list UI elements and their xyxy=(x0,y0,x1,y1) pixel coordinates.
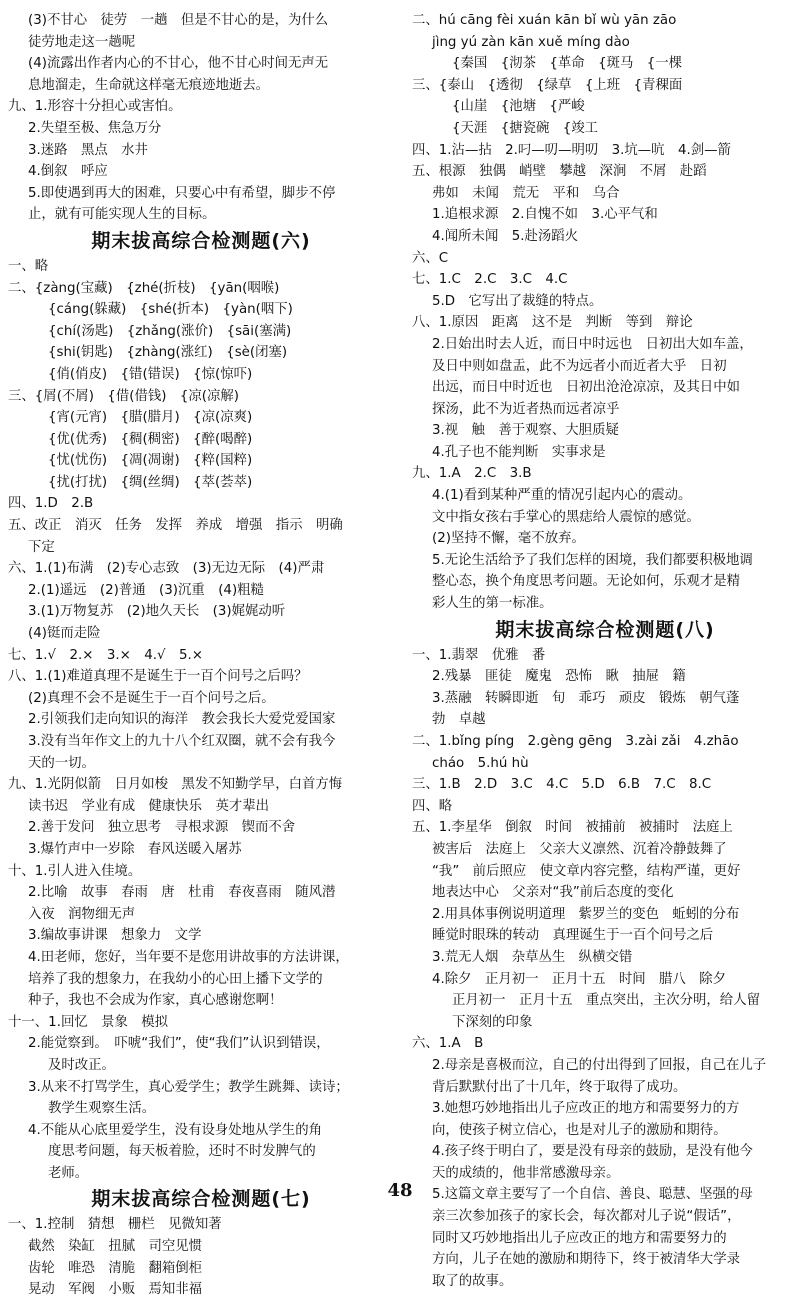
answer-line: 整心态，换个角度思考问题。无论如何，乐观才是精 xyxy=(432,574,740,590)
answer-line: 十、1.引人进入佳境。 xyxy=(8,863,142,879)
answer-line: 六、1.(1)布满 (2)专心志致 (3)无边无际 (4)严肃 xyxy=(8,561,325,577)
answer-line: {天涯 {搪瓷碗 {竣工 xyxy=(452,120,599,136)
answer-line: 3.编故事讲课 想象力 文学 xyxy=(28,928,202,944)
answer-line: 八、1.(1)难道真理不是诞生于一百个问号之后吗？ xyxy=(8,669,308,685)
answer-line: (4)流露出作者内心的不甘心，他不甘心时间无声无 xyxy=(28,56,329,72)
answer-line: 止，就有可能实现人生的目标。 xyxy=(28,207,216,223)
answer-line: 八、1.原因 距离 这不是 判断 等到 辩论 xyxy=(412,315,693,331)
answer-line: 2.母亲是喜极而泣，自己的付出得到了回报，自己在儿子 xyxy=(432,1057,767,1073)
answer-line: 四、略 xyxy=(412,798,453,814)
answer-line: 3.没有当年作文上的九十八个红双圈，就不会有我今 xyxy=(28,734,336,749)
answer-line: 一、略 xyxy=(8,258,49,274)
answer-line: 彩人生的第一标准。 xyxy=(432,596,553,612)
answer-line: 3.从来不打骂学生，真心爱学生；教学生跳舞、读诗； xyxy=(28,1079,349,1095)
answer-line: 3.荒无人烟 杂草丛生 纵横交错 xyxy=(432,949,633,965)
answer-line: 向，使孩子树立信心，也是对儿子的激励和期待。 xyxy=(432,1122,727,1138)
answer-line: 及日中则如盘盂，此不为远者小而近者大乎 日初 xyxy=(432,358,727,374)
answer-line: 1.追根求源 2.自愧不如 3.心平气和 xyxy=(432,207,658,223)
answer-line: 3.爆竹声中一岁除 春风送暖入屠苏 xyxy=(28,841,242,857)
answer-line: 下深刻的印象 xyxy=(452,1014,533,1030)
answer-line: 九、1.A 2.C 3.B xyxy=(412,466,532,482)
answer-line: 正月初一 正月十五 重点突出，主次分明，给人留 xyxy=(452,993,760,1009)
answer-line: 弗如 未闻 荒无 平和 乌合 xyxy=(432,185,620,201)
answer-line: 十一、1.回忆 景象 模拟 xyxy=(8,1014,169,1030)
answer-line: 五、改正 消灭 任务 发挥 养成 增强 指示 明确 xyxy=(8,518,343,534)
answer-line: {忧(忧伤) {凋(凋谢) {粹(国粹) xyxy=(48,453,253,469)
answer-line: 息地溜走，生命就这样毫无痕迹地逝去。 xyxy=(28,77,270,93)
answer-line: “我” 前后照应 使文章内容完整，结构严谨，更好 xyxy=(432,863,741,879)
answer-line: (3)不甘心 徒劳 一趟 但是不甘心的是，为什么 xyxy=(28,13,329,28)
answer-line: 3.(1)万物复苏 (2)地久天长 (3)娓娓动听 xyxy=(28,604,286,620)
answer-line: 天的成绩的，他非常感激母亲。 xyxy=(432,1165,620,1181)
answer-line: 教学生观察生活。 xyxy=(48,1101,156,1117)
answer-line: 2.善于发问 独立思考 寻根求源 锲而不舍 xyxy=(28,820,296,836)
answer-line: 5.无论生活给予了我们怎样的困境，我们都要积极地调 xyxy=(432,552,753,568)
answer-line: 种子，我也不会成为作家，真心感谢您啊！ xyxy=(28,993,283,1009)
answer-line: 天的一切。 xyxy=(28,755,95,771)
answer-line: 晃动 军阀 小贩 焉知非福 xyxy=(28,1282,203,1298)
answer-line: {扰(打扰) {绸(丝绸) {萃(荟萃) xyxy=(48,474,253,490)
answer-line: 2.残暴 匪徒 魔鬼 恐怖 瞅 抽屉 籍 xyxy=(432,669,686,685)
answer-line: 出远，而日中时近也 日初出沧沧凉凉，及其日中如 xyxy=(432,380,740,396)
answer-line: 及时改正。 xyxy=(48,1057,115,1073)
answer-line: 培养了我的想象力，在我幼小的心田上播下文学的 xyxy=(28,971,323,987)
answer-line: 五、1.李星华 倒叙 时间 被捕前 被捕时 法庭上 xyxy=(412,820,733,836)
answer-line: 一、1.翡翠 优雅 番 xyxy=(412,647,546,663)
answer-line: {优(优秀) {稠(稠密) {醉(喝醉) xyxy=(48,431,253,447)
answer-line: 三、{屑(不屑) {借(借钱) {凉(凉解) xyxy=(8,388,239,404)
answer-line: 五、根源 独偶 峭壁 攀越 深涧 不屑 赴蹈 xyxy=(412,164,707,180)
answer-line: 2.失望至极、焦急万分 xyxy=(28,120,162,136)
answer-line: {shi(钥匙) {zhàng(涨红) {sè(闭塞) xyxy=(48,345,288,361)
answer-line: 度思考问题，每天板着脸，还时不时发脾气的 xyxy=(48,1144,316,1160)
answer-line: 九、1.光阴似箭 日月如梭 黑发不知勤学早，白首方悔 xyxy=(8,777,343,793)
answer-line: 一、1.控制 猜想 栅栏 见微知著 xyxy=(8,1217,222,1233)
answer-line: 地表达中心 父亲对“我”前后态度的变化 xyxy=(432,885,674,901)
answer-line: 2.比喻 故事 春雨 唐 杜甫 春夜喜雨 随风潜 xyxy=(28,885,336,901)
left-column xyxy=(8,10,394,1301)
answer-line: 2.用具体事例说明道理 紫罗兰的变色 蚯蚓的分布 xyxy=(432,906,740,922)
answer-line: 入夜 润物细无声 xyxy=(28,906,136,922)
section-heading: 期末拔高综合检测题(八) xyxy=(495,618,715,641)
answer-line: 四、1.D 2.B xyxy=(8,496,94,512)
answer-line: 文中指女孩右手掌心的黑痣给人震惊的感觉。 xyxy=(432,509,700,525)
answer-line: 方向，儿子在她的激励和期待下，终于被清华大学录 xyxy=(432,1252,740,1268)
answer-line: 3.迷路 黑点 水井 xyxy=(28,142,148,158)
answer-line: 背后默默付出了十几年，终于取得了成功。 xyxy=(432,1079,687,1095)
answer-line: 读书迟 学业有成 健康快乐 英才辈出 xyxy=(28,798,270,814)
answer-line: 二、hú cāng fèi xuán kān bǐ wù yān zāo xyxy=(412,13,677,28)
answer-line: 徒劳地走这一趟呢 xyxy=(28,34,136,50)
answer-line: 3.蒸融 转瞬即逝 旬 乖巧 顽皮 锻炼 朝气蓬 xyxy=(432,690,740,706)
answer-line: 七、1.C 2.C 3.C 4.C xyxy=(412,272,568,288)
answer-line: 4.除夕 正月初一 正月十五 时间 腊八 除夕 xyxy=(432,971,726,987)
answer-line: (2)坚持不懈，毫不放弃。 xyxy=(432,531,585,547)
answer-line: 4.孔子也不能判断 实事求是 xyxy=(432,444,606,460)
answer-line: 老师。 xyxy=(48,1165,89,1181)
answer-line: 三、1.B 2.D 3.C 4.C 5.D 6.B 7.C 8.C xyxy=(412,777,712,793)
answer-line: 5.D 它写出了裁缝的特点。 xyxy=(432,293,603,309)
answer-line: 同时又巧妙地指出儿子应改正的地方和需要努力的 xyxy=(432,1230,727,1246)
answer-line: 二、1.bǐng píng 2.gèng gēng 3.zài zǎi 4.zhāo xyxy=(412,734,739,749)
answer-line: {秦国 {沏茶 {革命 {斑马 {一棵 xyxy=(452,56,683,72)
answer-line: 二、{zàng(宝藏) {zhé(折枝) {yān(咽喉) xyxy=(8,280,280,296)
answer-line: 三、{泰山 {透彻 {绿草 {上班 {青稞面 xyxy=(412,77,683,93)
answer-line: 4.田老师，您好，当年要不是您用讲故事的方法讲课， xyxy=(28,949,349,965)
answer-line: 5.即使遇到再大的困难，只要心中有希望，脚步不停 xyxy=(28,185,336,201)
answer-line: 九、1.形容十分担心或害怕。 xyxy=(8,99,182,115)
page-number: 48 xyxy=(387,1180,413,1201)
section-heading: 期末拔高综合检测题(六) xyxy=(91,229,311,252)
answer-line: {宵(元宵) {腊(腊月) {凉(凉爽) xyxy=(48,410,253,426)
answer-line: jìng yú zàn kān xuě míng dào xyxy=(432,34,630,50)
answer-line: cháo 5.hú hù xyxy=(432,755,529,771)
answer-line: 2.日始出时去人近，而日中时远也 日初出大如车盖， xyxy=(432,336,753,352)
answer-line: 2.(1)遥远 (2)普通 (3)沉重 (4)粗糙 xyxy=(28,582,264,598)
answer-line: {山崖 {池塘 {严峻 xyxy=(452,99,585,115)
answer-line: 六、C xyxy=(412,250,449,266)
right-column xyxy=(412,10,798,1292)
answer-line: (2)真理不会不是诞生于一百个问号之后。 xyxy=(28,690,275,706)
answer-line: 2.引领我们走向知识的海洋 教会我长大爱党爱国家 xyxy=(28,712,336,728)
answer-line: 4.孩子终于明白了，要是没有母亲的鼓励，是没有他今 xyxy=(432,1144,753,1160)
answer-line: 4.(1)看到某种严重的情况引起内心的震动。 xyxy=(432,488,692,504)
answer-line: 六、1.A B xyxy=(412,1036,484,1052)
answer-line: {cáng(躲藏) {shé(折本) {yàn(咽下) xyxy=(48,302,293,318)
answer-line: 探汤，此不为近者热而远者凉乎 xyxy=(432,401,620,417)
answer-line: 截然 染缸 扭腻 司空见惯 xyxy=(28,1239,203,1255)
answer-line: 4.不能从心底里爱学生，没有设身处地从学生的角 xyxy=(28,1122,322,1138)
answer-line: 亲三次参加孩子的家长会，每次都对儿子说“假话”， xyxy=(432,1209,741,1225)
answer-line: 四、1.沾—拈 2.叼—叨—明叨 3.坑—吭 4.剑—箭 xyxy=(412,142,731,158)
answer-line: 4.闻所未闻 5.赴汤蹈火 xyxy=(432,228,579,244)
answer-line: 取了的故事。 xyxy=(432,1273,513,1289)
answer-line: 5.这篇文章主要写了一个自信、善良、聪慧、坚强的母 xyxy=(432,1187,753,1203)
answer-line: {俏(俏皮) {错(错误) {惊(惊吓) xyxy=(48,366,253,382)
answer-line: 下定 xyxy=(28,539,55,555)
answer-line: 齿轮 唯恐 清脆 翻箱倒柜 xyxy=(28,1260,203,1276)
answer-line: 睡觉时眼珠的转动 真理诞生于一百个问号之后 xyxy=(432,928,714,944)
answer-line: (4)铤而走险 xyxy=(28,626,101,642)
answer-line: 3.视 触 善于观察、大胆质疑 xyxy=(432,423,619,439)
answer-line: 3.她想巧妙地指出儿子应改正的地方和需要努力的方 xyxy=(432,1101,740,1117)
answer-line: 2.能觉察到。 吓唬“我们”，使“我们”认识到错误， xyxy=(28,1036,330,1052)
answer-line: 4.倒叙 呼应 xyxy=(28,164,108,180)
answer-line: 七、1.√ 2.× 3.× 4.√ 5.× xyxy=(8,647,203,663)
answer-line: 被害后 法庭上 父亲大义凛然、沉着冷静鼓舞了 xyxy=(432,841,727,857)
section-heading: 期末拔高综合检测题(七) xyxy=(91,1188,311,1211)
answer-line: 勃 卓越 xyxy=(432,712,486,728)
answer-line: {chí(汤匙) {zhǎng(涨价) {sāi(塞满) xyxy=(48,323,292,339)
